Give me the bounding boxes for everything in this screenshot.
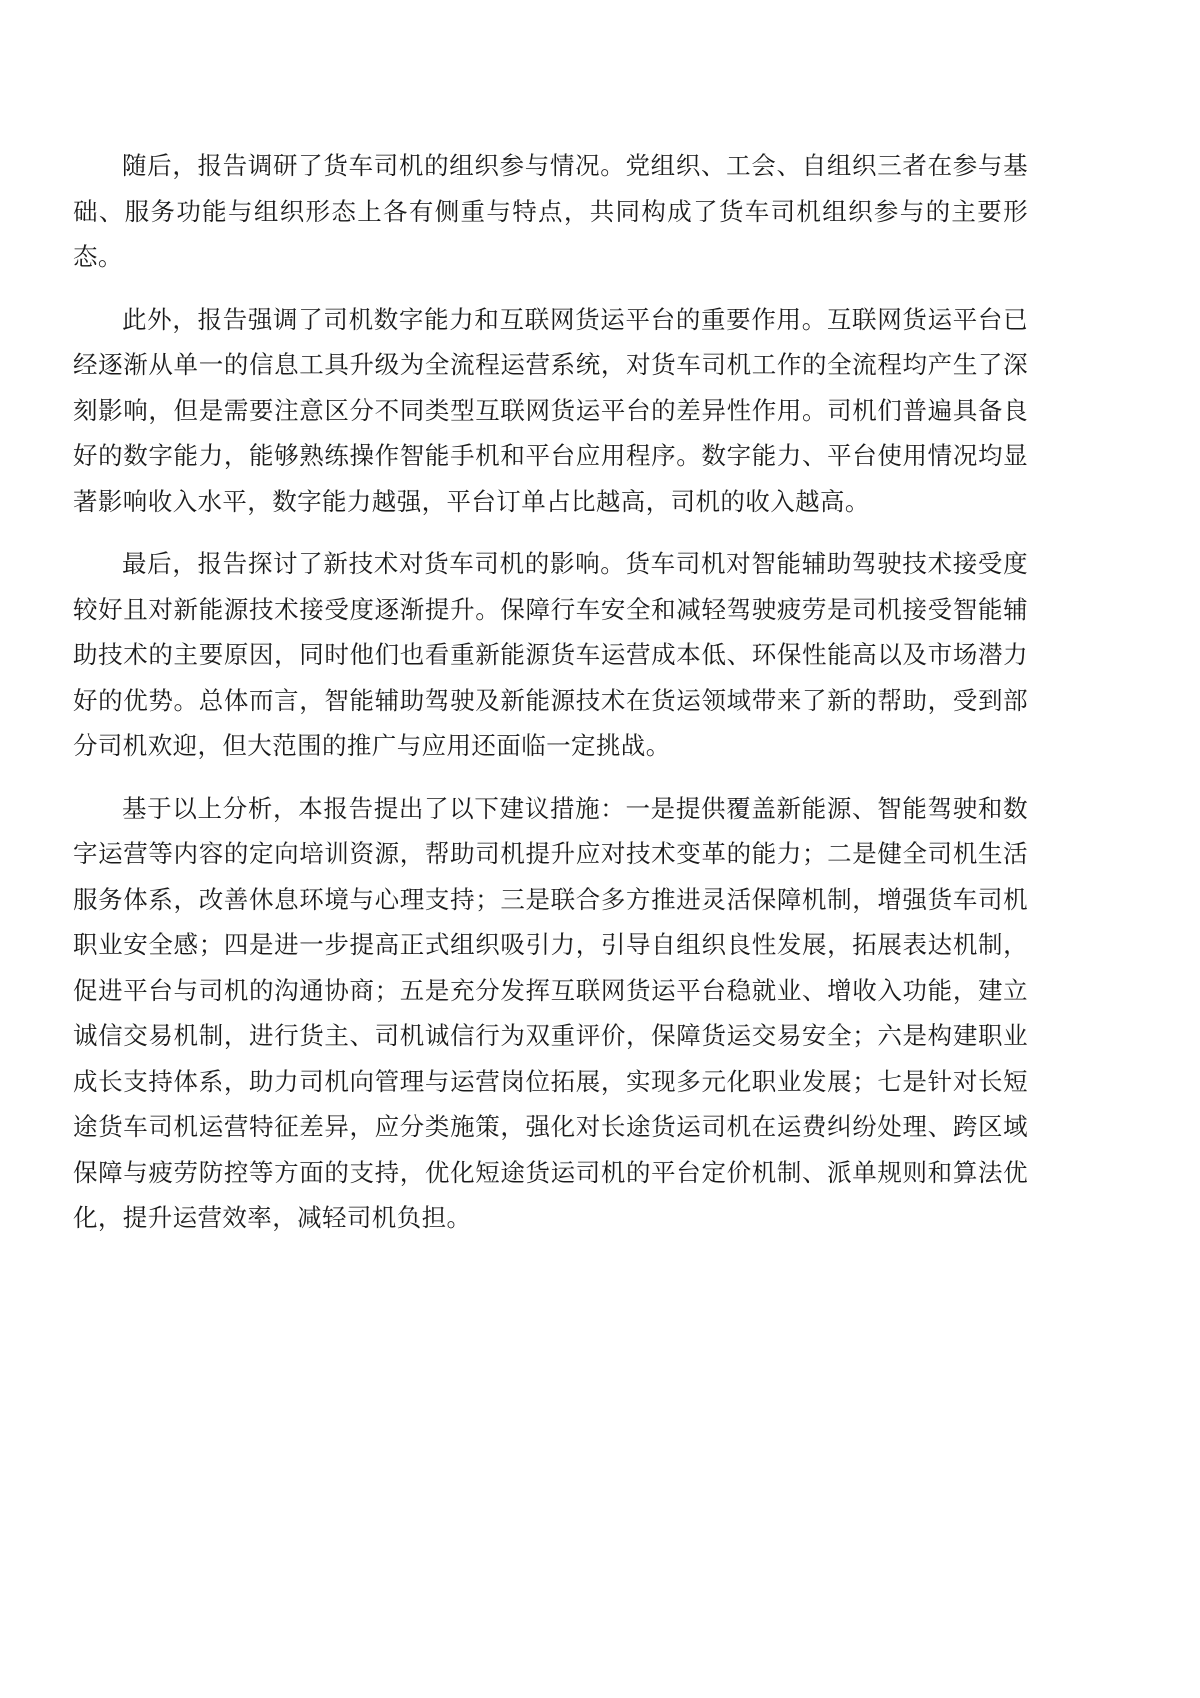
paragraph-recommendations: 基于以上分析，本报告提出了以下建议措施：一是提供覆盖新能源、智能驾驶和数字运营等内容的定向培训资源，帮助司机提升应对技术变革的能力；二是健全司机生活服务体系，改善休息环境与心理支持；三是联合多方推进灵活保障机制，增强货车司机职业安全感；四是进一步提高正式组织吸引力，引导自组织良性发展，拓展表达机制，促进平台与司机的沟通协商；五是充分发挥互联网货运平台稳就业、增收入功能，建立诚信交易机制，进行货主、司机诚信行为双重评价，保障货运交易安全；六是构建职业成长支持体系，助力司机向管理与运营岗位拓展，实现多元化职业发展；七是针对长短途货车司机运营特征差异，应分类施策，强化对长途货运司机在运费纠纷处理、跨区域保障与疲劳防控等方面的支持，优化短途货运司机的平台定价机制、派单规则和算法优化，提升运营效率，减轻司机负担。 (73, 793, 1028, 1232)
paragraph-digital-platforms: 此外，报告强调了司机数字能力和互联网货运平台的重要作用。互联网货运平台已经逐渐从单一的信息工具升级为全流程运营系统，对货车司机工作的全流程均产生了深刻影响，但是需要注意区分不同类型互联网货运平台的差异性作用。司机们普遍具备良好的数字能力，能够熟练操作智能手机和平台应用程序。数字能力、平台使用情况均显著影响收入水平，数字能力越强，平台订单占比越高，司机的收入越高。 (73, 304, 1028, 516)
document-page (73, 143, 1028, 1258)
paragraph-new-technology: 最后，报告探讨了新技术对货车司机的影响。货车司机对智能辅助驾驶技术接受度较好且对新能源技术接受度逐渐提升。保障行车安全和减轻驾驶疲劳是司机接受智能辅助技术的主要原因，同时他们也看重新能源货车运营成本低、环保性能高以及市场潜力好的优势。总体而言，智能辅助驾驶及新能源技术在货运领域带来了新的帮助，受到部分司机欢迎，但大范围的推广与应用还面临一定挑战。 (73, 549, 1028, 760)
paragraph-organization-participation: 随后，报告调研了货车司机的组织参与情况。党组织、工会、自组织三者在参与基础、服务功能与组织形态上各有侧重与特点，共同构成了货车司机组织参与的主要形态。 (73, 151, 1028, 271)
